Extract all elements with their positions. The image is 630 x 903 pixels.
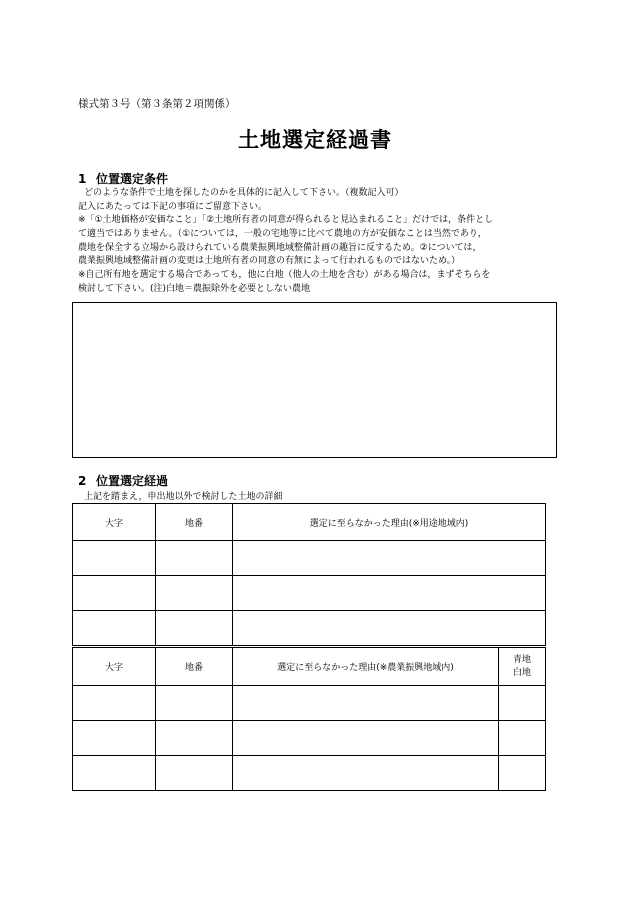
instruction-line: ※「①土地価格が安価なこと」「②土地所有者の同意が得られると見込まれること」だけでは，条件とし bbox=[78, 215, 494, 226]
instruction-line: 記入にあたっては下記の事項にご留意下さい。 bbox=[78, 201, 268, 212]
conditions-entry-box[interactable] bbox=[72, 302, 557, 458]
oaza-cell[interactable] bbox=[73, 721, 156, 756]
oaza-cell[interactable] bbox=[73, 541, 156, 576]
instruction-line: ※自己所有地を選定する場合であっても，他に白地（他人の土地を含む）がある場合は，まずそちらを bbox=[78, 270, 491, 281]
column-header-oaza: 大字 bbox=[73, 504, 156, 541]
table-row bbox=[73, 756, 546, 791]
zone-type-cell[interactable] bbox=[499, 756, 546, 791]
instruction-line: 検討して下さい。(注)白地＝農振除外を必要としない農地 bbox=[78, 283, 311, 294]
instruction-line: 農業振興地域整備計画の変更は土地所有者の同意の有無によって行われるものではないため。） bbox=[78, 256, 461, 267]
chiban-cell[interactable] bbox=[156, 576, 233, 611]
section2-subtitle: 上記を踏まえ，申出地以外で検討した土地の詳細 bbox=[84, 492, 283, 502]
reason-cell[interactable] bbox=[233, 686, 499, 721]
chiban-cell[interactable] bbox=[156, 611, 233, 646]
chiban-cell[interactable] bbox=[156, 721, 233, 756]
reason-cell[interactable] bbox=[233, 541, 546, 576]
oaza-cell[interactable] bbox=[73, 576, 156, 611]
agri-area-table bbox=[72, 647, 546, 791]
section2-title: 位置選定経過 bbox=[96, 474, 169, 488]
table-row bbox=[73, 686, 546, 721]
reason-cell[interactable] bbox=[233, 756, 499, 791]
section1-number: 1 bbox=[78, 172, 87, 186]
chiban-cell[interactable] bbox=[156, 686, 233, 721]
instruction-line: て適当ではありません。（①については，一般の宅地等に比べて農地の方が安価なことは当然であり， bbox=[78, 229, 487, 240]
column-header-reason: 選定に至らなかった理由(※農業振興地域内) bbox=[233, 648, 499, 686]
instruction-line: どのような条件で土地を探したのかを具体的に記入して下さい。（複数記入可） bbox=[84, 188, 404, 198]
table-row bbox=[73, 611, 546, 646]
section2-heading bbox=[78, 472, 168, 489]
reason-cell[interactable] bbox=[233, 721, 499, 756]
zone-type-cell[interactable] bbox=[499, 686, 546, 721]
column-header-zone-type bbox=[499, 648, 546, 686]
instruction-line: 農地を保全する立場から設けられている農業振興地域整備計画の趣旨に反するため。②については， bbox=[78, 242, 482, 253]
oaza-cell[interactable] bbox=[73, 686, 156, 721]
chiban-cell[interactable] bbox=[156, 756, 233, 791]
table-row bbox=[73, 576, 546, 611]
section1-heading bbox=[78, 170, 168, 187]
section2-number: 2 bbox=[78, 474, 87, 488]
column-header-chiban: 地番 bbox=[156, 504, 233, 541]
chiban-cell[interactable] bbox=[156, 541, 233, 576]
oaza-cell[interactable] bbox=[73, 611, 156, 646]
table-header-row bbox=[73, 648, 546, 686]
column-header-chiban: 地番 bbox=[156, 648, 233, 686]
reason-cell[interactable] bbox=[233, 611, 546, 646]
section1-title: 位置選定条件 bbox=[96, 172, 169, 186]
zone-type-header-line1: 青地 bbox=[512, 654, 531, 665]
oaza-cell[interactable] bbox=[73, 756, 156, 791]
urban-area-table bbox=[72, 503, 546, 646]
zone-type-header-line2: 白地 bbox=[512, 667, 531, 678]
table-header-row bbox=[73, 504, 546, 541]
form-number: 様式第３号（第３条第２項関係） bbox=[78, 98, 236, 110]
column-header-reason: 選定に至らなかった理由(※用途地域内) bbox=[233, 504, 546, 541]
zone-type-cell[interactable] bbox=[499, 721, 546, 756]
table-row bbox=[73, 721, 546, 756]
document-title: 土地選定経過書 bbox=[238, 128, 392, 152]
section1-instructions bbox=[78, 187, 558, 297]
table-row bbox=[73, 541, 546, 576]
reason-cell[interactable] bbox=[233, 576, 546, 611]
column-header-oaza: 大字 bbox=[73, 648, 156, 686]
